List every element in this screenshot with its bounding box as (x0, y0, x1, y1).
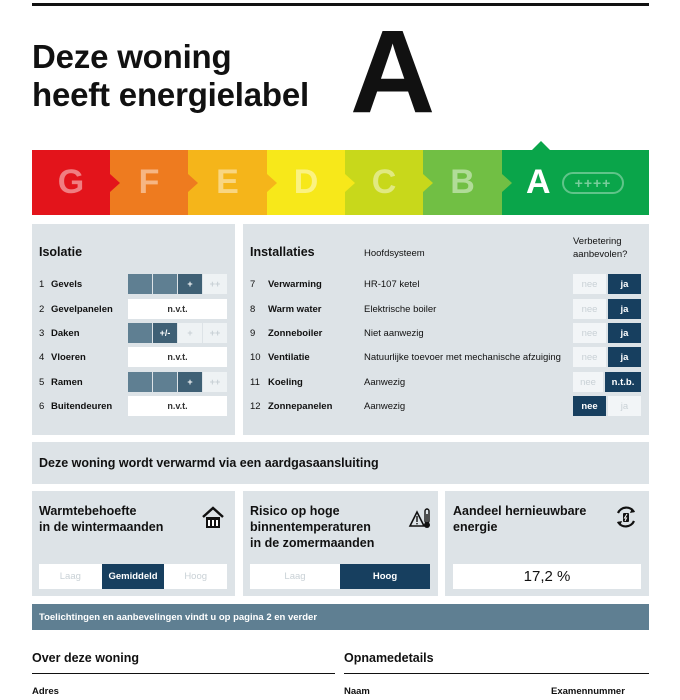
warmte-option-laag: Laag (59, 571, 81, 582)
isolatie-row (39, 396, 112, 416)
row-label: Ventilatie (268, 351, 310, 363)
row-number: 7 (250, 278, 256, 290)
row-label: Vloeren (51, 351, 86, 363)
aandeel-title (453, 503, 586, 535)
row-number: 11 (250, 376, 260, 388)
meter-cell-selected: + (178, 372, 202, 392)
note-bar: Toelichtingen en aanbevelingen vindt u op pagina 2 en verder (32, 604, 649, 630)
risico-option-hoog: Hoog (340, 564, 430, 589)
meter-cell (128, 323, 152, 343)
recommend-toggle (573, 372, 641, 392)
meter-cell: ++ (203, 274, 227, 294)
risico-title-3: in de zomermaanden (250, 536, 375, 550)
system-value: Aanwezig (364, 401, 406, 412)
installatie-row (250, 396, 332, 416)
energy-scale (32, 150, 649, 215)
row-label: Zonnepanelen (268, 400, 333, 412)
recommend-toggle (573, 299, 641, 319)
toggle-nee: nee (573, 323, 606, 343)
nvt-value: n.v.t. (128, 347, 227, 367)
scale-segment-e (188, 150, 267, 215)
col-header-improve-1: Verbetering (573, 236, 622, 247)
section-rule-over (32, 673, 335, 674)
warmte-title-2: in de wintermaanden (39, 520, 164, 534)
scale-segment-d (267, 150, 345, 215)
renewable-energy-icon (613, 504, 639, 530)
recommend-toggle (573, 347, 641, 367)
meter-cell: ++ (203, 372, 227, 392)
recommend-toggle (573, 323, 641, 343)
row-label: Gevelpanelen (51, 303, 113, 315)
row-number: 12 (250, 400, 261, 412)
row-number: 2 (39, 303, 45, 315)
top-rule (32, 3, 649, 6)
toggle-nee: nee (573, 299, 606, 319)
col-header-system: Hoofdsysteem (364, 248, 425, 259)
row-number: 8 (250, 303, 256, 315)
field-label-examennummer: Examennummer (551, 686, 625, 697)
scale-segment-a (502, 150, 649, 215)
aandeel-title-2: energie (453, 520, 498, 534)
installatie-row (250, 347, 310, 367)
row-label: Buitendeuren (51, 400, 113, 412)
row-label: Zonneboiler (268, 327, 323, 339)
warmte-scale (39, 564, 227, 589)
meter-cell-selected: + (178, 274, 202, 294)
warmte-title (39, 503, 163, 535)
scale-letter-g: G (57, 163, 85, 201)
row-label: Verwarming (268, 278, 322, 290)
headline-line-1: Deze woning (32, 38, 232, 75)
gevelpanelen-meter (128, 299, 227, 319)
toggle-ja: ja (608, 347, 641, 367)
toggle-ja: ja (608, 299, 641, 319)
toggle-ja: ja (608, 274, 641, 294)
row-number: 5 (39, 376, 45, 388)
toggle-ja: ja (608, 396, 641, 416)
row-label: Warm water (268, 303, 322, 315)
isolatie-row (39, 347, 86, 367)
scale-segment-f (110, 150, 188, 215)
installaties-title: Installaties (250, 245, 315, 259)
installatie-row (250, 372, 303, 392)
recommend-toggle (573, 396, 641, 416)
installatie-row (250, 323, 322, 343)
toggle-ntb: n.t.b. (605, 372, 641, 392)
meter-cell (153, 372, 177, 392)
section-rule-opname (344, 673, 649, 674)
toggle-nee: nee (573, 396, 606, 416)
field-label-naam: Naam (344, 686, 370, 697)
row-number: 9 (250, 327, 256, 339)
meter-cell (153, 274, 177, 294)
energy-label-letter: A (350, 6, 436, 138)
scale-letter-e: E (216, 163, 239, 201)
isolatie-title: Isolatie (39, 245, 83, 259)
plus-indicator: ++++ (562, 172, 624, 194)
scale-letter-a: A (526, 163, 551, 201)
row-number: 10 (250, 351, 261, 363)
row-number: 4 (39, 351, 45, 363)
scale-segment-b (423, 150, 502, 215)
row-label: Koeling (268, 376, 303, 388)
row-number: 1 (39, 278, 45, 290)
scale-letter-b: B (450, 163, 475, 201)
col-header-improve-2: aanbevolen? (573, 249, 628, 260)
meter-cell (128, 274, 152, 294)
recommend-toggle (573, 274, 641, 294)
gevels-meter (128, 274, 227, 294)
scale-segment-g (32, 150, 110, 215)
scale-letter-f: F (138, 163, 160, 201)
meter-cell (128, 372, 152, 392)
toggle-nee: nee (573, 372, 603, 392)
isolatie-row (39, 372, 83, 392)
buitendeuren-meter (128, 396, 227, 416)
meter-cell-selected: +/- (153, 323, 177, 343)
risico-title-1: Risico op hoge (250, 504, 340, 518)
warmte-title-1: Warmtebehoefte (39, 504, 137, 518)
headline-line-2: heeft energielabel (32, 76, 309, 113)
aandeel-title-1: Aandeel hernieuwbare (453, 504, 587, 518)
row-label: Ramen (51, 376, 83, 388)
warmte-option-hoog: Hoog (184, 571, 208, 582)
daken-meter (128, 323, 227, 343)
row-number: 3 (39, 327, 45, 339)
risico-scale (250, 564, 430, 589)
nvt-value: n.v.t. (128, 299, 227, 319)
section-title-over: Over deze woning (32, 651, 139, 665)
isolatie-row (39, 299, 113, 319)
vloeren-meter (128, 347, 227, 367)
system-value: Elektrische boiler (364, 304, 437, 315)
house-heating-icon (200, 505, 226, 531)
toggle-nee: nee (573, 274, 606, 294)
row-number: 6 (39, 400, 45, 412)
system-value: Niet aanwezig (364, 328, 424, 339)
meter-cell: ++ (203, 323, 227, 343)
scale-letter-d: D (293, 163, 319, 201)
meter-cell: + (178, 323, 202, 343)
scale-segment-c (345, 150, 423, 215)
installatie-row (250, 274, 322, 294)
isolatie-row (39, 323, 80, 343)
risico-title (250, 503, 374, 551)
system-value: Natuurlijke toevoer met mechanische afzuiging (364, 352, 561, 363)
risico-option-laag: Laag (284, 571, 306, 582)
toggle-nee: nee (573, 347, 606, 367)
renewable-value: 17,2 % (453, 564, 641, 589)
section-title-opname: Opnamedetails (344, 651, 434, 665)
warning-thermometer-icon (408, 506, 432, 530)
system-value: HR-107 ketel (364, 279, 420, 290)
row-label: Gevels (51, 278, 83, 290)
nvt-value: n.v.t. (128, 396, 227, 416)
toggle-ja: ja (608, 323, 641, 343)
ramen-meter (128, 372, 227, 392)
row-label: Daken (51, 327, 80, 339)
isolatie-row (39, 274, 82, 294)
heating-text: Deze woning wordt verwarmd via een aardgasaansluiting (39, 456, 379, 470)
risico-title-2: binnentemperaturen (250, 520, 371, 534)
headline (32, 38, 309, 114)
system-value: Aanwezig (364, 377, 406, 388)
installatie-row (250, 299, 322, 319)
warmte-option-gemiddeld: Gemiddeld (102, 564, 165, 589)
col-header-improve (573, 235, 627, 261)
scale-letter-c: C (371, 163, 397, 201)
field-label-adres: Adres (32, 686, 59, 697)
